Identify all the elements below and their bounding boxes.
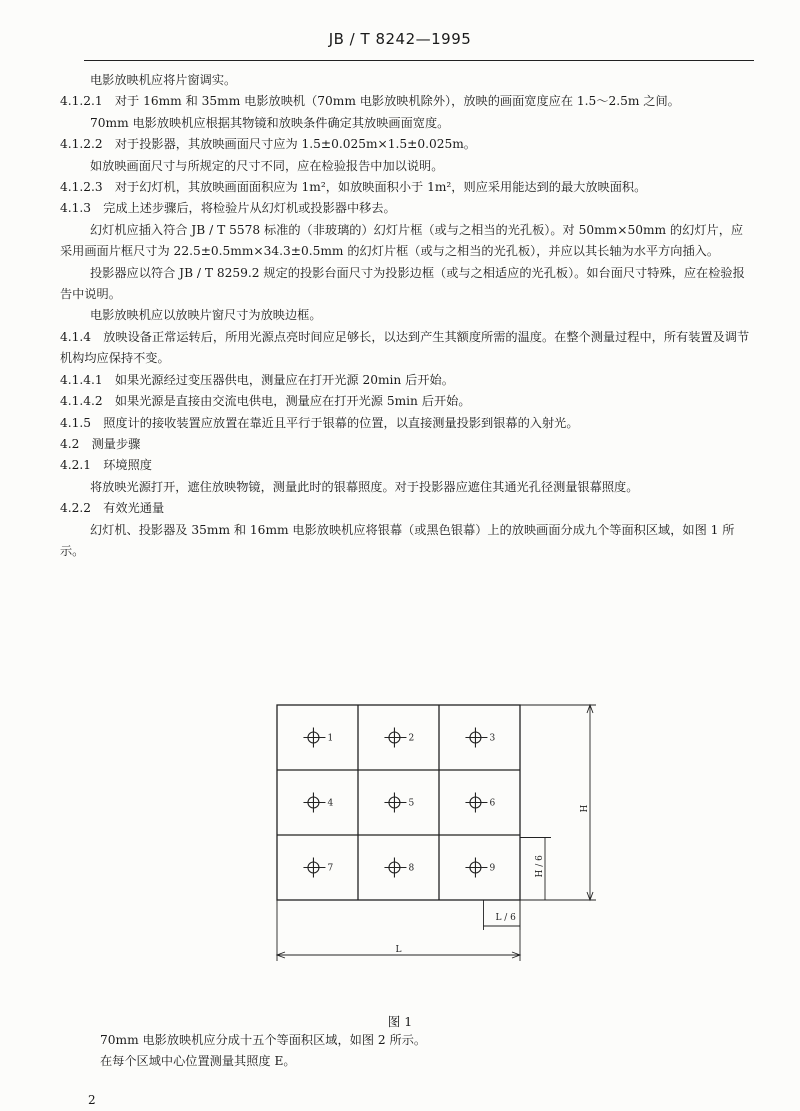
dimension-label-l6: L / 6 xyxy=(495,913,516,923)
dimension-label-h6: H / 6 xyxy=(535,855,545,878)
zone-label: 3 xyxy=(489,733,496,744)
paragraph: 70mm 电影放映机应分成十五个等面积区域，如图 2 所示。 xyxy=(100,1033,427,1047)
paragraph: 4.1.2.1 对于 16mm 和 35mm 电影放映机（70mm 电影放映机除外），放映的画面宽度应在 1.5～2.5m 之间。 xyxy=(60,94,680,109)
paragraph: 电影放映机应将片窗调实。 xyxy=(90,73,237,87)
zone-label: 4 xyxy=(327,798,334,809)
standard-code-header: JB / T 8242—1995 xyxy=(328,30,472,48)
zone-label: 1 xyxy=(327,733,334,744)
paragraph: 幻灯机、投影器及 35mm 和 16mm 电影放映机应将银幕（或黑色银幕）上的放映画面分成九个等面积区域，如图 1 所示。 xyxy=(60,522,735,558)
paragraph: 电影放映机应以放映片窗尺寸为放映边框。 xyxy=(90,308,322,323)
zone-label: 9 xyxy=(489,863,496,874)
paragraph: 将放映光源打开，遮住放映物镜，测量此时的银幕照度。对于投影器应遮住其通光孔径测量银幕照度。 xyxy=(90,479,639,494)
paragraph: 4.2.2 有效光通量 xyxy=(60,501,165,516)
zone-label: 7 xyxy=(327,863,334,874)
dimension-label-l: L xyxy=(395,945,402,955)
zone-label: 5 xyxy=(408,798,415,809)
after-figure-text xyxy=(100,1030,750,1072)
paragraph: 4.1.4.2 如果光源是直接由交流电供电，测量应在打开光源 5min 后开始。 xyxy=(60,394,471,409)
figure-1 xyxy=(270,700,620,1000)
paragraph: 4.1.4 放映设备正常运转后，所用光源点亮时间应足够长，以达到产生其额度所需的温度。在整个测量过程中，所有装置及调节机构均应保持不变。 xyxy=(60,329,750,366)
zone-label: 8 xyxy=(408,863,415,874)
page-number: 2 xyxy=(88,1093,96,1107)
paragraph: 在每个区域中心位置测量其照度 E。 xyxy=(100,1054,296,1068)
body-text xyxy=(60,70,750,562)
paragraph: 4.1.4.1 如果光源经过变压器供电，测量应在打开光源 20min 后开始。 xyxy=(60,372,454,387)
paragraph: 幻灯机应插入符合 JB / T 5578 标准的（非玻璃的）幻灯片框（或与之相当的光孔板）。对 50mm×50mm 的幻灯片，应采用画面片框尺寸为 22.5±0.5mm×34.3±0.5mm 的幻灯片框（或与之相当的光孔板），并应以其长轴为水平方向插入。 xyxy=(60,222,744,259)
header-rule xyxy=(84,60,754,61)
figure-1-diagram xyxy=(270,700,620,1000)
paragraph: 4.1.3 完成上述步骤后，将检验片从幻灯机或投影器中移去。 xyxy=(60,201,396,216)
paragraph: 投影器应以符合 JB / T 8259.2 规定的投影台面尺寸为投影边框（或与之相适应的光孔板）。如台面尺寸特殊，应在检验报告中说明。 xyxy=(60,265,745,302)
paragraph: 4.2.1 环境照度 xyxy=(60,458,152,473)
paragraph: 4.1.2.2 对于投影器，其放映画面尺寸应为 1.5±0.025m×1.5±0.025m。 xyxy=(60,137,476,152)
zone-label: 6 xyxy=(489,798,496,809)
zone-label: 2 xyxy=(408,733,415,744)
paragraph: 4.2 测量步骤 xyxy=(60,436,141,451)
figure-caption: 图 1 xyxy=(387,1014,413,1029)
paragraph: 4.1.2.3 对于幻灯机，其放映画面面积应为 1m²，如放映面积小于 1m²，则应采用能达到的最大放映面积。 xyxy=(60,180,647,195)
paragraph: 70mm 电影放映机应根据其物镜和放映条件确定其放映画面宽度。 xyxy=(90,115,450,130)
paragraph: 4.1.5 照度计的接收装置应放置在靠近且平行于银幕的位置，以直接测量投影到银幕的入射光。 xyxy=(60,415,579,430)
dimension-label-h: H xyxy=(580,804,590,813)
paragraph: 如放映画面尺寸与所规定的尺寸不同，应在检验报告中加以说明。 xyxy=(90,158,444,173)
